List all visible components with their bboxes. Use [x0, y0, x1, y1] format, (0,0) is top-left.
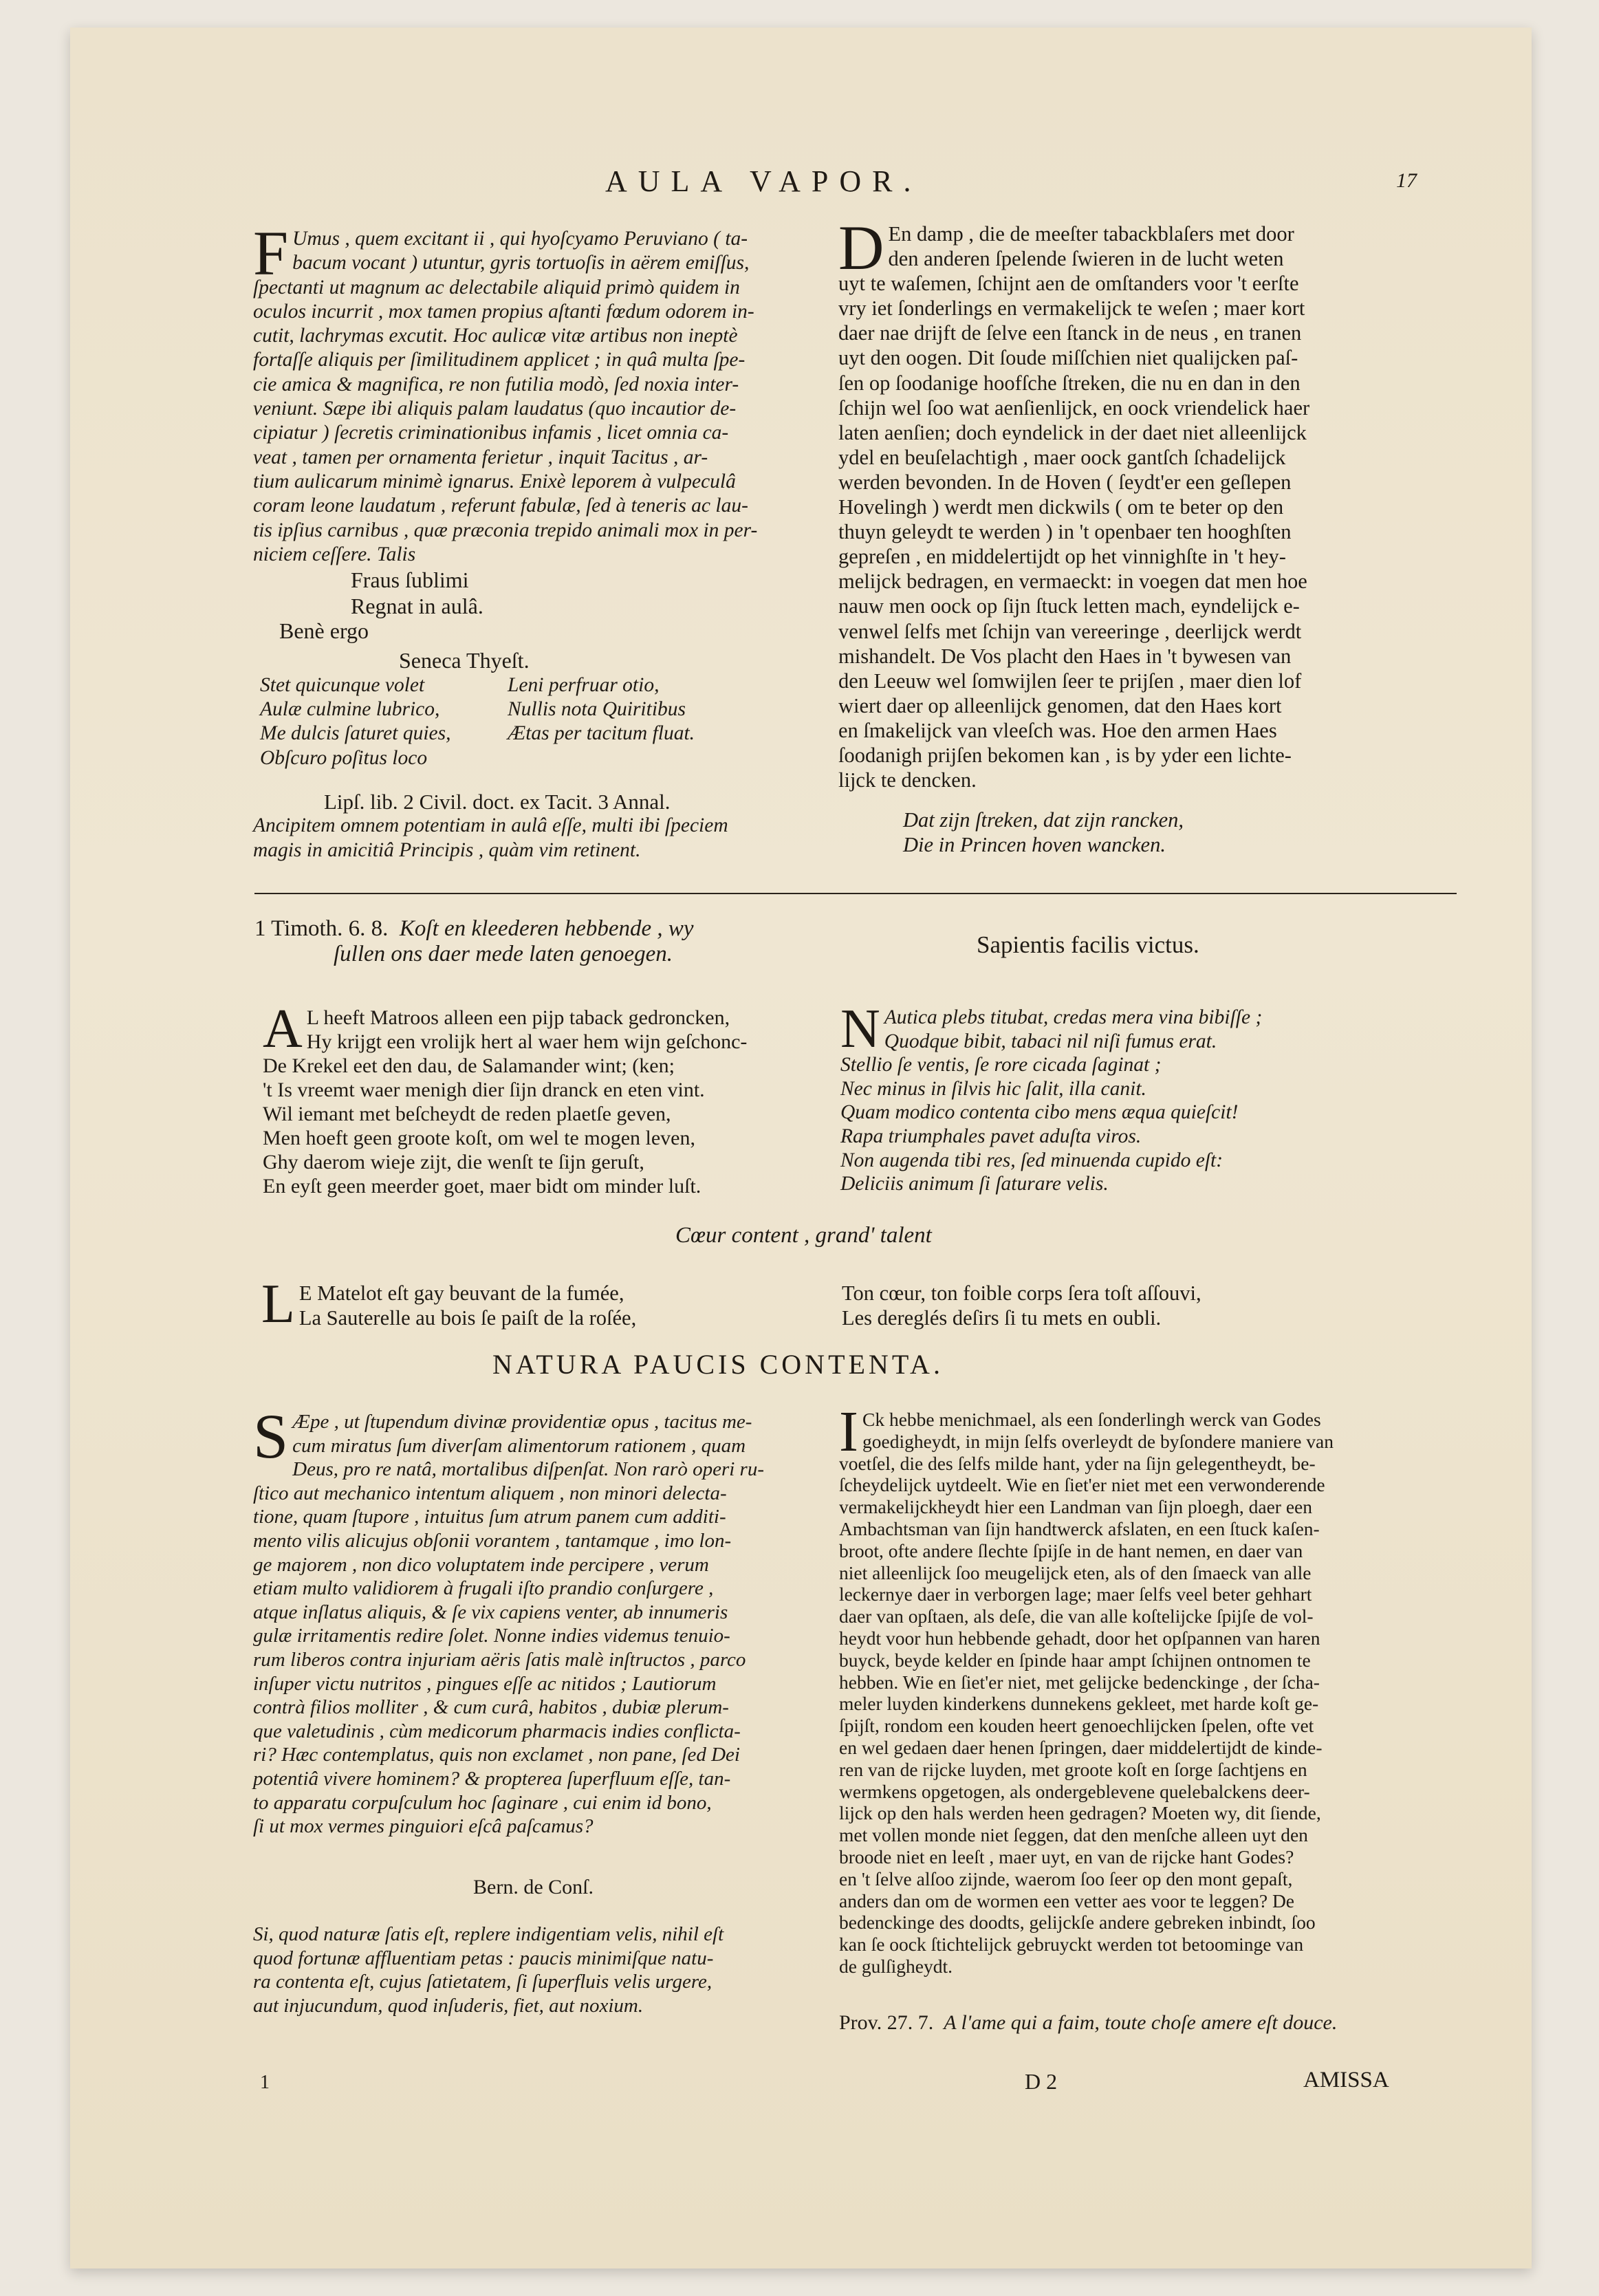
text-line: meler luyden kinderkens dunnekens gekleet, met harde koſt ge- [839, 1693, 1319, 1715]
text-line: Umus , quem excitant ii , qui hyoſcyamo Peruviano ( ta- [292, 228, 748, 250]
text-line: cie amica & magnifica, re non futilia modò, ſed noxia inter- [253, 373, 739, 396]
text-line: ſpectanti ut magnum ac delectabile aliquid primò quidem in [253, 276, 740, 299]
verse-line: Stet quicunque volet [260, 673, 425, 696]
text-line: daer nae drijft de ſelve een ſtanck in de neus , en tranen [838, 321, 1302, 345]
text-line: gepreſen , en middelertijdt op het vinnighſte in 't hey- [838, 545, 1286, 569]
seneca-right-verse [508, 673, 695, 770]
text-line: ſchijn wel ſoo wat aenſienlijck, en oock vriendelick haer [838, 396, 1310, 420]
proverbs-ref: Prov. 27. 7. [839, 2011, 934, 2034]
dutch-verse [263, 999, 909, 1198]
verse-line: 't Is vreemt waer menigh dier ſijn dranck en eten vint. [263, 1079, 705, 1101]
bottom-left-text [253, 1400, 886, 1839]
text-line: hebben. Wie en ſiet'er niet, met gelijcke bedenckinge , der ſcha- [839, 1671, 1320, 1693]
text-line: oculos incurrit , mox tamen propius aſtanti fœdum odorem in- [253, 300, 754, 323]
text-line: leckernye daer in verborgen lage; maer ſelfs veel beter gehhart [839, 1583, 1312, 1605]
text-line: mento vilis alicujus obſonii vorantem , tantamque , imo lon- [253, 1529, 732, 1552]
text-line: lijck te dencken. [838, 768, 977, 792]
text-line: gulæ irritamentis redire ſolet. Nonne indies videmus tenuio- [253, 1625, 730, 1647]
text-line: ſtico aut mechanico intentum aliquem , non minori delecta- [253, 1482, 727, 1504]
page-header-title: AULA VAPOR. [605, 164, 922, 198]
text-line: niet alleenlijck ſoo meugelijck eten, als of den ſmaeck van alle [839, 1561, 1312, 1583]
drop-cap-d: D [838, 213, 884, 283]
verse-line: Ætas per tacitum fluat. [508, 722, 695, 745]
drop-cap-l: L [261, 1274, 295, 1334]
couplet [903, 808, 1471, 857]
text-line: laten aenſien; doch eyndelick in der daet niet alleenlijck [838, 420, 1307, 444]
text-line: tium aulicarum minimè ignarus. Enixè leporem à vulpeculâ [253, 470, 736, 492]
text-line: heydt voor hun hebbende gehadt, door het opſpannen van haren [839, 1627, 1320, 1649]
section-divider [254, 893, 1457, 894]
document-page [70, 28, 1532, 2268]
text-line: melijck bedragen, en vermaeckt: in voegen dat men hoe [838, 570, 1307, 594]
text-line: nauw men oock op ſijn ſtuck letten mach, eyndelijck e- [838, 594, 1300, 618]
top-left-text [253, 218, 886, 567]
text-line: en ſmakelijck van vleeſch was. Hoe den armen Haes [838, 718, 1277, 742]
drop-cap-s: S [253, 1401, 289, 1471]
text-line: que valetudinis , cùm medicorum pharmacis indies conflicta- [253, 1720, 741, 1742]
verse-line: Hy krijgt een vrolijk hert al waer hem wijn geſchonc- [306, 1030, 748, 1053]
french-line: Ton cœur, ton foible corps ſera toſt aſſouvi, [842, 1281, 1201, 1305]
text-line: uyt den oogen. Dit ſoude miſſchien niet qualijcken paſ- [838, 346, 1298, 370]
text-line: veniunt. Sæpe ibi aliquis palam laudatus (quo incautior de- [253, 398, 737, 420]
verse-line: Rapa triumphales pavet aduſta viros. [840, 1125, 1142, 1147]
verse-line: Stellio ſe ventis, ſe rore cicada ſaginat ; [840, 1054, 1162, 1076]
proverbs-text: A l'ame qui a faim, toute choſe amere eſt douce. [944, 2011, 1338, 2034]
footer-mark: 1 [260, 2072, 270, 2093]
quote-line: Si, quod naturæ ſatis eſt, replere indigentiam velis, nihil eſt [253, 1923, 724, 1946]
timothy-text: Koſt en kleederen hebbende , wy [399, 916, 694, 941]
text-line: wermkens opgetogen, als ondergeblevene quelebalckens deer- [839, 1780, 1310, 1802]
text-line: ſen op ſoodanige hoofſche ſtreken, die nu en dan in den [838, 371, 1301, 395]
drop-cap-f: F [253, 218, 289, 288]
top-right-text [838, 213, 1471, 792]
verse-line: Deliciis animum ſi ſaturare velis. [840, 1173, 1109, 1195]
text-line: de gulſigheydt. [839, 1955, 953, 1977]
french-line: La Sauterelle au bois ſe paiſt de la roſée, [298, 1306, 637, 1330]
verse-fraus [351, 567, 886, 619]
timothy-reference-block [254, 916, 915, 967]
sapientis-heading: Sapientis facilis victus. [977, 931, 1199, 958]
text-line: wiert daer op alleenlijck genomen, dat den Haes kort [838, 693, 1282, 717]
text-line: mishandelt. De Vos placht den Haes in 't bywesen van [838, 644, 1292, 668]
bottom-left-column [253, 1400, 886, 2018]
text-line: cutit, lachrymas excutit. Hoc aulicæ vitæ artibus non ineptè [253, 325, 738, 347]
verse-line: Quam modico contenta cibo mens æqua quieſcit! [840, 1101, 1239, 1124]
text-line: ri? Hæc contemplatus, quis non exclamet , non pane, ſed Dei [253, 1744, 740, 1766]
bene-ergo: Benè ergo [279, 618, 369, 644]
french-verse-left [261, 1274, 880, 1334]
latin-verse [840, 999, 1459, 1196]
lipsius-quote-line: Ancipitem omnem potentiam in aulâ eſſe, multi ibi ſpeciem [253, 814, 728, 837]
text-line: den anderen ſpelende ſwieren in de lucht weten [888, 247, 1284, 271]
drop-cap-n: N [840, 999, 880, 1059]
text-line: en 't ſelve alſoo zijnde, waerom ſoo ſeer op den mont gepaſt, [839, 1867, 1293, 1889]
text-line: Ambachtsman van ſijn handtwerck afslaten, en een ſtuck kaſen- [839, 1517, 1320, 1539]
latin-verse-lines [840, 999, 1459, 1196]
french-line: Les dereglés deſirs ſi tu mets en oubli. [842, 1306, 1162, 1330]
text-line: Deus, pro re natâ, mortalibus diſpenſat. Non rarò operi ru- [292, 1458, 764, 1481]
text-line: buyck, beyde kelder en ſpinde haar ampt ſchijnen ontnomen te [839, 1649, 1311, 1671]
text-line: uyt te waſemen, ſchijnt aen de omſtanders voor 't eerſte [838, 272, 1299, 296]
catchword: AMISSA [1303, 2068, 1389, 2092]
verse-line: Leni perfruar otio, [508, 673, 660, 696]
text-line: coram leone laudatum , referunt fabulæ, ſed à teneris ac lau- [253, 495, 748, 517]
bottom-right-column [839, 1400, 1472, 2034]
lipsius-reference: Lipſ. lib. 2 Civil. doct. ex Tacit. 3 Annal. [324, 789, 671, 814]
text-line: etiam multo validiorem à frugali iſto prandio conſurgere , [253, 1577, 714, 1600]
bernard-quote [253, 1923, 886, 2017]
text-line: vry iet ſonderlings en vermakelijck te weſen ; maer kort [838, 296, 1305, 321]
lipsius-quote-line: magis in amicitiâ Principis , quàm vim retinent. [253, 838, 641, 861]
text-line: tione, quam ſtupore , intuitus ſum atrum panem cum additi- [253, 1506, 726, 1528]
text-line: potentiâ vivere hominem? & propterea ſuperfluum eſſe, tan- [253, 1767, 731, 1790]
verse-line: L heeft Matroos alleen een pijp taback gedroncken, [306, 1006, 730, 1029]
text-line: fortaſſe aliquis per ſimilitudinem applicet ; in quâ multa ſpe- [253, 349, 746, 371]
text-line: den Leeuw wel ſomwijlen ſeer te prijſen , maer dien lof [838, 669, 1302, 693]
text-line: voetſel, die des ſelfs milde hant, yder na ſijn gelegentheydt, be- [839, 1452, 1316, 1474]
text-line: cum miratus ſum diverſam alimentorum rationem , quam [292, 1434, 746, 1457]
verse-line: Nec minus in ſilvis hic ſalit, illa canit. [840, 1077, 1146, 1100]
verse-line: De Krekel eet den dau, de Salamander wint; (ken; [263, 1054, 675, 1077]
text-line: ge majorem , non dico voluptatem inde percipere , verum [253, 1553, 709, 1576]
text-line: En damp , die de meeſter tabackblaſers met door [888, 222, 1294, 246]
seneca-attribution: Seneca Thyeſt. [399, 648, 530, 673]
seneca-left-verse [260, 673, 487, 770]
text-line: bedenckinge des doodts, gelijckſe andere gebreken inbindt, ſoo [839, 1911, 1316, 1934]
verse-line: Wil iemant met beſcheydt de reden plaetſe geven, [263, 1103, 671, 1125]
bernard-attribution: Bern. de Conſ. [473, 1875, 594, 1898]
dutch-verse-lines [263, 999, 909, 1198]
verse-line: Regnat in aulâ. [351, 594, 483, 619]
quote-line: quod fortunæ affluentiam petas : paucis minimiſque natu- [253, 1947, 714, 1969]
signature-mark: D 2 [1025, 2069, 1058, 2094]
verse-line: Non augenda tibi res, ſed minuenda cupido eſt: [840, 1149, 1223, 1171]
text-line: anders dan om de wormen een vetter aes voor te leggen? De [839, 1889, 1295, 1911]
text-line: lijck op den hals werden heen gedragen? Moeten wy, dit ſiende, [839, 1802, 1321, 1824]
verse-line: Me dulcis ſaturet quies, [260, 722, 451, 745]
text-line: ydel en beuſelachtigh , maer oock gantſch ſchadelijck [838, 445, 1286, 469]
text-line: atque inſlatus aliquis, & ſe vix capiens venter, ab innumeris [253, 1601, 728, 1623]
verse-line: Ghy daerom wieje zijt, die wenſt te ſijn geruſt, [263, 1151, 644, 1173]
text-line: bacum vocant ) utuntur, gyris tortuoſis in aërem emiſſus, [292, 252, 750, 274]
verse-line: Fraus ſublimi [351, 567, 469, 593]
text-line: to apparatu corpuſculum hoc ſaginare , cui enim id bono, [253, 1791, 712, 1814]
text-line: werden bevonden. In de Hoven ( ſeydt'er een geſlepen [838, 470, 1292, 494]
text-line: vermakelijckheydt hier een Landman van ſijn ploegh, daer een [839, 1496, 1312, 1518]
text-line: kan ſe oock ſtichtelijck gebruyckt werden tot betoominge van [839, 1934, 1304, 1956]
couplet-line: Dat zijn ſtreken, dat zijn rancken, [903, 808, 1184, 832]
text-line: met vollen monde niet ſeggen, dat den menſche alleen uyt den [839, 1824, 1308, 1846]
text-line: ſcheydelijck uytdeelt. Wie en ſiet'er niet met een verwonderende [839, 1474, 1325, 1496]
text-line: ſpijſt, rondom een kouden heert genoechlijcken ſpelen, ofte vet [839, 1715, 1314, 1737]
text-line: Æpe , ut ſtupendum divinæ providentiæ opus , tacitus me- [292, 1411, 752, 1433]
verse-line: Autica plebs titubat, credas mera vina bibiſſe ; [884, 1006, 1263, 1028]
text-line: daer van opſtaen, als deſe, die van alle koſtelijcke ſpijſe de vol- [839, 1605, 1314, 1627]
couplet-line: Die in Princen hoven wancken. [903, 833, 1166, 857]
verse-line: Men hoeft geen groote koſt, om wel te mogen leven, [263, 1127, 695, 1149]
top-right-column [838, 213, 1471, 857]
text-line: ſoodanigh prijſen bekomen kan , is by yder een lichte- [838, 743, 1292, 767]
timothy-text-line: ſullen ons daer mede laten genoegen. [334, 942, 673, 966]
verse-line: Nullis nota Quiritibus [508, 698, 686, 721]
text-line: en wel gedaen daer henen ſpringen, daer middelertijdt de kinde- [839, 1736, 1323, 1758]
text-line: veat , tamen per ornamenta ferietur , inquit Tacitus , ar- [253, 446, 708, 468]
text-line: contrà filios molliter , & cum curâ, habitos , dubiæ plerum- [253, 1696, 729, 1719]
text-line: rum liberos contra injuriam aëris ſatis malè inſtructos , parco [253, 1648, 746, 1671]
timothy-ref: 1 Timoth. 6. 8. [254, 916, 389, 941]
verse-line: Aulæ culmine lubrico, [260, 698, 440, 721]
text-line: niciem ceſſere. Talis [253, 543, 416, 565]
text-line: broot, ofte andere ſlechte ſpijſe in de hant nemen, en daer van [839, 1539, 1303, 1561]
quote-line: ra contenta eſt, cujus ſatietatem, ſi ſuperfluis velis urgere, [253, 1971, 713, 1993]
text-line: ſi ut mox vermes pinguiori eſcâ paſcamus? [253, 1815, 594, 1838]
top-left-column [253, 218, 886, 863]
natura-paucis-title: NATURA PAUCIS CONTENTA. [492, 1349, 944, 1380]
text-line: broode niet en leeſt , maer uyt, en van de rijcke hant Godes? [839, 1845, 1294, 1867]
coeur-content-heading: Cœur content , grand' talent [675, 1223, 932, 1248]
text-line: ren van de rijcke luyden, met groote koſt en ſorge ſachtjens en [839, 1758, 1307, 1780]
quote-line: aut injucundum, quod inſuderis, fiet, aut noxium. [253, 1995, 644, 2017]
bottom-right-text [839, 1400, 1472, 1978]
verse-line: Obſcuro poſitus loco [260, 746, 428, 769]
text-line: tis ipſius carnibus , quæ præconia trepido animali mox in per- [253, 519, 758, 541]
text-line: Ck hebbe menichmael, als een ſonderlingh werck van Godes [862, 1409, 1321, 1430]
verse-line: En eyſt geen meerder goet, maer bidt om minder luſt. [263, 1175, 701, 1198]
drop-cap-i: I [839, 1400, 858, 1464]
text-line: goedigheydt, in mijn ſelfs overleydt de byſondere maniere van [862, 1430, 1334, 1452]
text-line: venwel ſelfs met ſchijn van vereeringe , deerlijck werdt [838, 619, 1302, 643]
french-verse-right [842, 1281, 1461, 1330]
verse-line: Quodque bibit, tabaci nil niſi fumus erat. [884, 1030, 1217, 1052]
page-number: 17 [1396, 169, 1417, 192]
text-line: Hovelingh ) werdt men dickwils ( om te beter op den [838, 495, 1284, 519]
text-line: cipiatur ) ſecretis criminationibus infamis , licet omnia ca- [253, 422, 729, 444]
french-line: E Matelot eſt gay beuvant de la fumée, [298, 1281, 624, 1305]
drop-cap-a: A [263, 999, 303, 1059]
text-line: thuyn geleydt te werden ) in 't openbaer ten hooghſten [838, 520, 1292, 544]
text-line: inſuper victu nutritos , pingues eſſe ac nitidos ; Lautiorum [253, 1672, 717, 1695]
